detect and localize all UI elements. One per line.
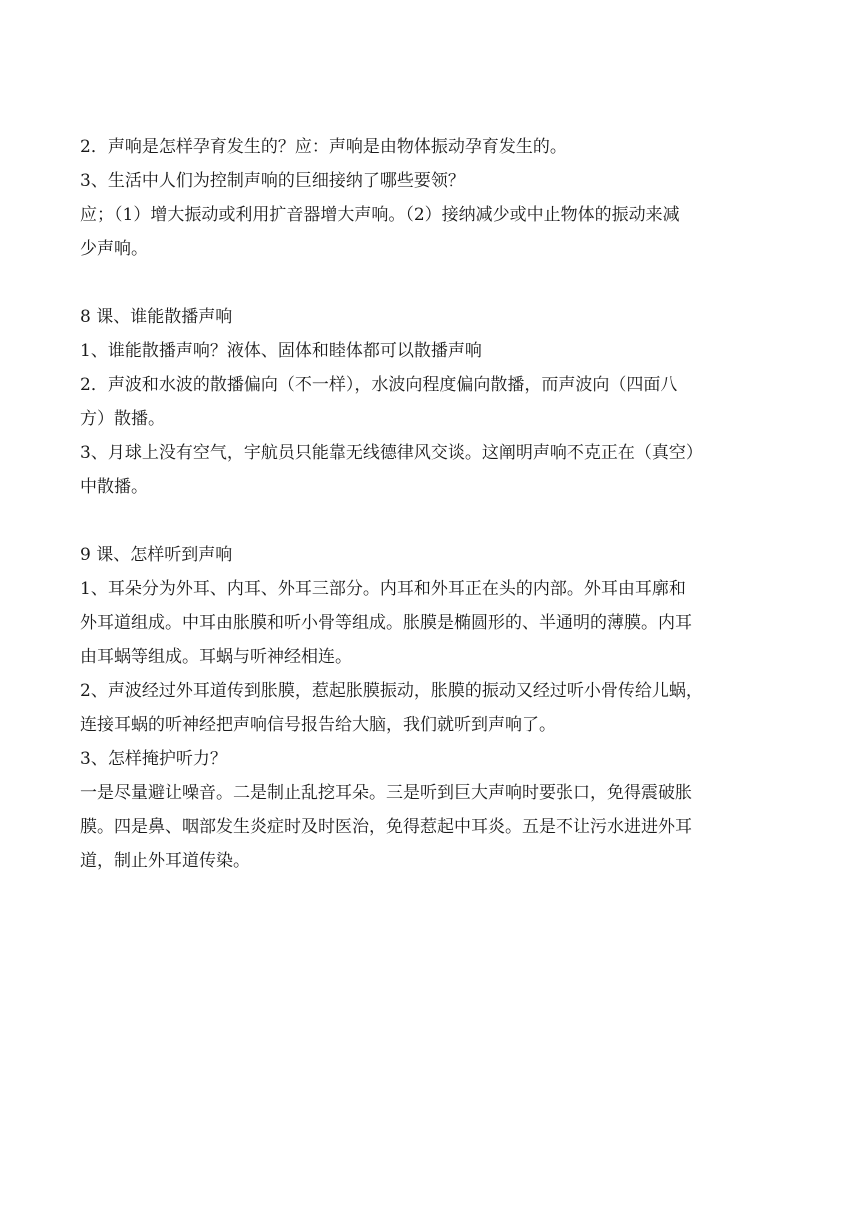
lesson-9-heading: 9 课、怎样听到声响 [80, 545, 233, 565]
lesson-9-item-2-line1: 2、声波经过外耳道传到胀膜，惹起胀膜振动，胀膜的振动又经过听小骨传给儿蜗， [80, 681, 703, 701]
lesson-8-item-2-line2: 方）散播。 [80, 409, 165, 429]
lesson-9-item-1-line2: 外耳道组成。中耳由胀膜和听小骨等组成。胀膜是椭圆形的、半通明的薄膜。内耳 [80, 613, 692, 633]
paragraph-gap [80, 266, 780, 300]
lesson-8-heading: 8 课、谁能散播声响 [80, 307, 233, 327]
lesson-9-item-3-answer-line1: 一是尽量避让噪音。二是制止乱挖耳朵。三是听到巨大声响时要张口，免得震破胀 [80, 783, 692, 803]
answer-sound-origin: 2．声响是怎样孕育发生的？应：声响是由物体振动孕育发生的。 [80, 137, 567, 157]
answer-control-sound-line2: 少声响。 [80, 239, 148, 259]
lesson-8-item-3-line1: 3、月球上没有空气，宇航员只能靠无线德律风交谈。这阐明声响不克正在（真空） [80, 443, 703, 463]
lesson-9-item-2-line2: 连接耳蜗的听神经把声响信号报告给大脑，我们就听到声响了。 [80, 715, 556, 735]
lesson-9-item-1-line1: 1、耳朵分为外耳、内耳、外耳三部分。内耳和外耳正在头的内部。外耳由耳廓和 [80, 579, 686, 599]
answer-control-sound-line1: 应；（1）增大振动或利用扩音器增大声响。（2）接纳减少或中止物体的振动来减 [80, 205, 680, 225]
lesson-8-item-2-line1: 2．声波和水波的散播偏向（不一样），水波向程度偏向散播，而声波向（四面八 [80, 375, 678, 395]
lesson-9-item-3-answer-line3: 道，制止外耳道传染。 [80, 851, 250, 871]
lesson-8-item-1: 1、谁能散播声响？液体、固体和睦体都可以散播声响 [80, 341, 482, 361]
lesson-9-item-3-answer-line2: 膜。四是鼻、咽部发生炎症时及时医治，免得惹起中耳炎。五是不让污水进进外耳 [80, 817, 692, 837]
document-page [80, 130, 780, 878]
lesson-8-item-3-line2: 中散播。 [80, 477, 148, 497]
question-control-sound: 3、生活中人们为控制声响的巨细接纳了哪些要领？ [80, 171, 465, 191]
lesson-9-item-3-question: 3、怎样掩护听力？ [80, 749, 227, 769]
paragraph-gap [80, 504, 780, 538]
lesson-9-item-1-line3: 由耳蜗等组成。耳蜗与听神经相连。 [80, 647, 352, 667]
